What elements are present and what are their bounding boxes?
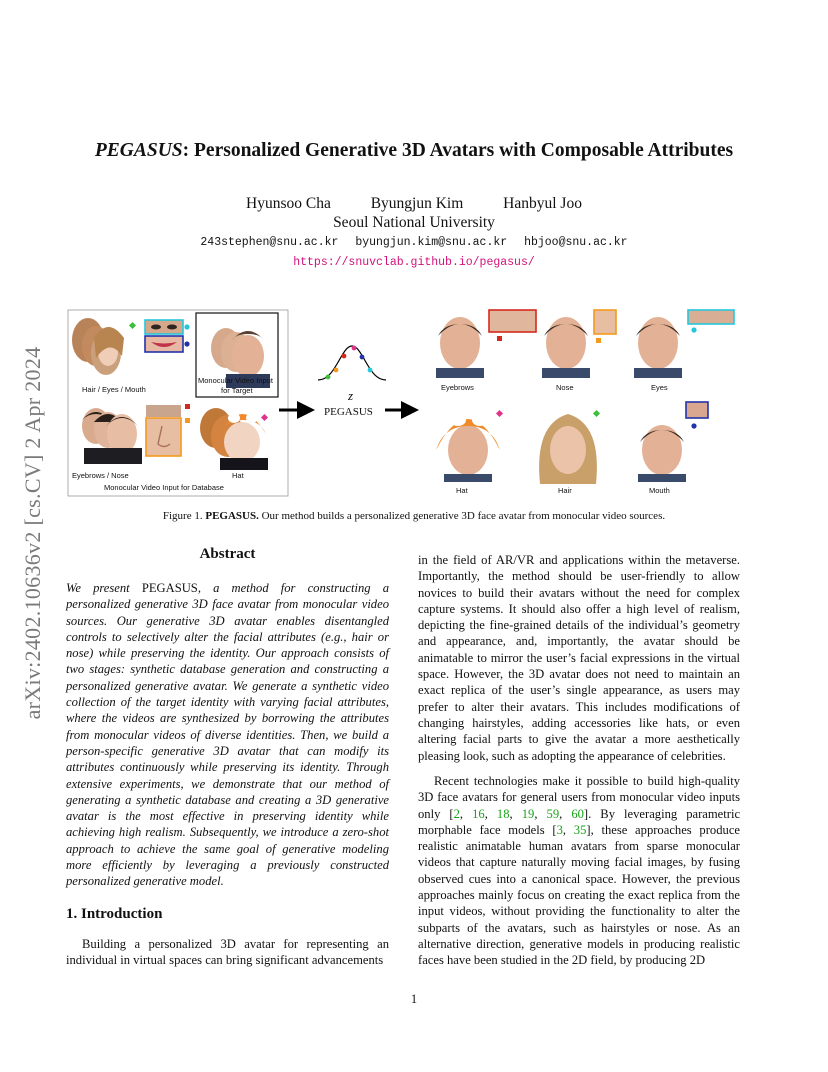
square-red xyxy=(185,404,190,409)
email: 243stephen@snu.ac.kr xyxy=(200,236,339,249)
title-rest: : Personalized Generative 3D Avatars with Composable Attributes xyxy=(182,140,734,161)
abstract-body xyxy=(66,580,389,890)
eyebrows-output-crop xyxy=(489,310,536,332)
citation-link[interactable]: 16 xyxy=(472,806,485,821)
citation-link[interactable]: 19 xyxy=(521,806,535,821)
avatar-eyes xyxy=(634,317,682,378)
citation-link[interactable]: 3 xyxy=(556,822,563,837)
paper-title xyxy=(0,140,828,162)
intro-heading: 1. Introduction xyxy=(66,906,163,922)
author-list xyxy=(0,195,828,213)
arxiv-stamp: arXiv:2402.10636v2 [cs.CV] 2 Apr 2024 xyxy=(20,346,45,720)
source-face-woman xyxy=(72,318,124,375)
citation-link[interactable]: 35 xyxy=(573,822,587,837)
page-number: 1 xyxy=(410,992,418,1006)
label-eyes: Eyes xyxy=(651,383,668,392)
caption-bold: PEGASUS. xyxy=(205,510,259,522)
citation-link[interactable]: 18 xyxy=(496,806,510,821)
diamond-magenta xyxy=(129,322,136,329)
label-mouth: Mouth xyxy=(649,486,670,495)
dist-dot xyxy=(334,368,339,373)
dist-dot xyxy=(360,355,365,360)
label-hair: Hair xyxy=(558,486,572,495)
avatar-nose xyxy=(542,317,590,378)
diamond-hair-out xyxy=(593,410,600,417)
title-italic: PEGASUS xyxy=(94,140,183,161)
right-paragraph-2: Recent technologies make it possible to build high-quality 3D face avatars for general users from monocular video inputs only [2, 16, 18, 19, 59, 60]. By leveraging parametric morphable face models [3, 35], these approaches produce realistic animatable human avatars from sparse monocular videos that capture naturally moving facial images, by fusing observed cues into a canonical space. However, the previous approaches mainly focus on creating the exact replica from the input videos, without providing the functionality to alter the subparts of the avatars, such as hairstyles or nose. As an alternative direction, generative models in producing realistic faces have been studied in the 2D field, by producing 2D xyxy=(418,774,741,968)
label-database: Monocular Video Input for Database xyxy=(104,483,224,492)
citation-link[interactable]: 59 xyxy=(546,806,560,821)
intro-paragraph: Building a personalized 3D avatar for representing an individual in virtual spaces can bring significant advancements xyxy=(66,937,389,968)
email: hbjoo@snu.ac.kr xyxy=(524,236,628,249)
dist-dot xyxy=(342,354,347,359)
square-red-out xyxy=(497,336,502,341)
avatar-mouth xyxy=(638,425,686,482)
abstract-method-name: PEGASUS xyxy=(141,581,198,595)
eyes-output-crop xyxy=(688,310,734,324)
dot-cyan-out xyxy=(691,327,696,332)
author-name: Hanbyul Joo xyxy=(503,195,582,212)
mouth-output-crop xyxy=(686,402,708,418)
citation-link[interactable]: 2 xyxy=(453,806,460,821)
eyes-crop xyxy=(145,320,183,334)
label-eyebrows-nose: Eyebrows / Nose xyxy=(72,471,129,480)
square-orange-out xyxy=(596,338,601,343)
avatar-hair xyxy=(539,414,597,484)
figure-caption xyxy=(0,510,828,522)
right-paragraph-1: in the field of AR/VR and applications within the metaverse. Importantly, the method should be user-friendly to allow novices to build their avatars without the need for complex capture systems. It should also offer a high level of realism, depicting the fine-grained details of the individual’s geometry and appearance, and, importantly, the avatar should be animatable to mirror the user’s facial expressions in the virtual space. However, the 3D avatar does not need to maintain an exact replica of the user’s single appearance, as users may prefer to alter their avatars. This includes modifications of changing hairstyles, adding accessories like hats, or even altering facial parts to give the avatar a more aesthetically pleasing look, such as adopting the appearance of celebrities. xyxy=(418,553,740,763)
nose-crop xyxy=(146,418,181,456)
dist-dot xyxy=(368,368,373,373)
diamond-hat xyxy=(261,414,268,421)
abstract-text: , a method for constructing a personalized generative 3D face avatar from monocular video sources. Our generative 3D avatar enables disentangled controls to selectively alter the facial attributes (e.g., hair or nose) while preserving the identity. Our approach consists of two stages: synthetic database generation and constructing a personalized generative avatar. We generate a synthetic video collection of the target identity with varying facial attributes, where the videos are synthesized by borrowing the attributes from monocular videos of diverse identities. Then, we build a person-specific generative 3D avatar that can modify its attributes continuously while preserving its identity. Through extensive experiments, we demonstrate that our method of generating a synthetic database and creating a 3D generative avatar is the most effective in preserving identity while achieving high realism. Subsequently, we introduce a zero-shot approach to achieve the same goal of generative modeling more efficiently by leveraging a previously constructed personalized generative model. xyxy=(66,581,389,889)
dot-blue-out xyxy=(691,423,696,428)
author-name: Hyunsoo Cha xyxy=(246,195,331,212)
label-hat-source: Hat xyxy=(232,471,244,480)
project-url-link[interactable]: https://snuvclab.github.io/pegasus/ xyxy=(293,256,535,269)
diamond-hat-out xyxy=(496,410,503,417)
eyebrows-crop xyxy=(146,405,181,417)
source-face-men xyxy=(82,408,142,464)
latent-z: z xyxy=(348,388,354,403)
pegasus-label: PEGASUS xyxy=(324,406,373,418)
square-orange xyxy=(185,418,190,423)
p2-text-c: ], these approaches produce realistic animatable human avatars from sparse monocular videos that capture naturally moving facial images, by fusing observed cues into a canonical space. However, the previous approaches mainly focus on creating the exact replica from the input videos, without providing the functionality to alter the subparts of the avatars, such as hairstyles or nose. As an alternative direction, generative models in producing realistic faces have been studied in the 2D field, by producing 2D xyxy=(418,822,740,968)
nose-output-crop xyxy=(594,310,616,334)
source-face-hat xyxy=(200,408,268,470)
caption-prefix: Figure 1. xyxy=(162,510,203,522)
author-name: Byungjun Kim xyxy=(370,195,464,212)
teaser-figure xyxy=(66,308,766,500)
dot-cyan xyxy=(184,324,189,329)
avatar-eyebrows xyxy=(436,317,484,378)
label-target-line2: for Target xyxy=(221,386,253,395)
label-hair-eyes-mouth: Hair / Eyes / Mouth xyxy=(82,385,146,394)
email: byungjun.kim@snu.ac.kr xyxy=(355,236,508,249)
email-list xyxy=(0,236,828,249)
dot-blue xyxy=(184,341,189,346)
citation-link[interactable]: 60 xyxy=(571,806,584,821)
label-target-line1: Monocular Video Input xyxy=(198,376,273,385)
dist-dot xyxy=(326,375,331,380)
label-eyebrows: Eyebrows xyxy=(441,383,474,392)
label-hat: Hat xyxy=(456,486,468,495)
affiliation: Seoul National University xyxy=(333,214,495,231)
avatar-hat xyxy=(436,414,500,482)
caption-text: Our method builds a personalized generative 3D face avatar from monocular video sources. xyxy=(261,510,666,522)
eye-mark xyxy=(167,325,177,330)
label-nose: Nose xyxy=(556,383,574,392)
eye-mark xyxy=(151,325,161,330)
dist-dot xyxy=(352,346,357,351)
abstract-lead: We present xyxy=(66,581,130,595)
p2-text-b: ]. By leveraging parametric morphable face models [ xyxy=(418,806,741,837)
abstract-heading: Abstract xyxy=(199,546,256,562)
p2-text-a: Recent technologies make it possible to build high-quality 3D face avatars for general users from monocular video inputs only [ xyxy=(418,774,740,821)
